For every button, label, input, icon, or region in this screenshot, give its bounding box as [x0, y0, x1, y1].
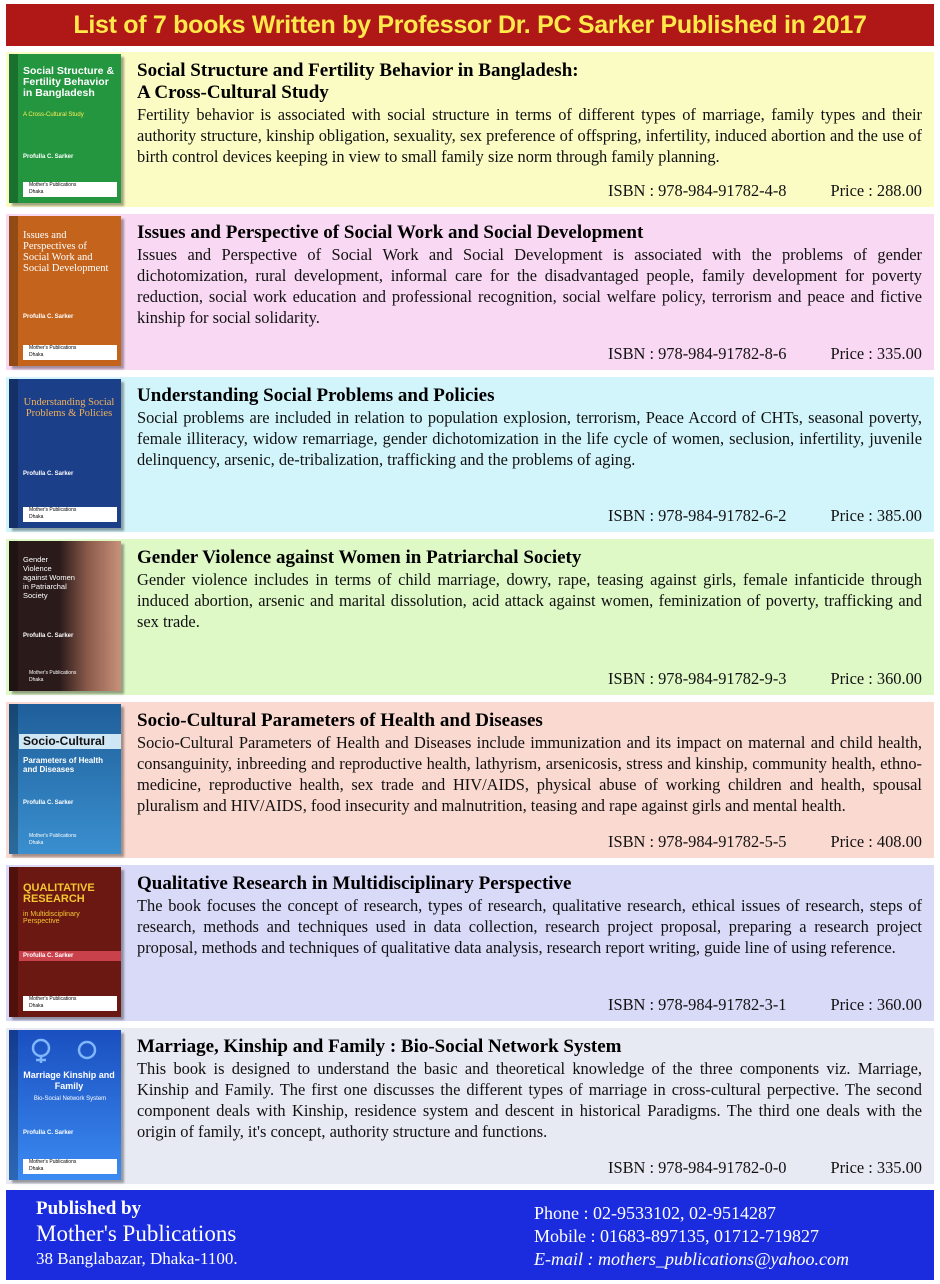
book-cover [9, 379, 121, 528]
cover-title: Social Structure & Fertility Behavior in Bangladesh [23, 65, 115, 99]
book-entry [6, 702, 934, 858]
cover-spine [9, 541, 18, 691]
book-cover [9, 541, 121, 691]
cover-title: Issues and Perspectives of Social Work and Social Development [23, 230, 109, 274]
book-text [137, 1034, 922, 1184]
book-title-line: A Cross-Cultural Study [137, 82, 329, 103]
book-entry [6, 214, 934, 370]
header-title: List of 7 books Written by Professor Dr. PC Sarker Published in 2017 [73, 10, 867, 39]
cover-publisher: Mother's Publications Dhaka [23, 1159, 117, 1174]
book-price: Price : 360.00 [830, 669, 922, 688]
cover-spine [9, 379, 18, 528]
cover-publisher: Mother's Publications Dhaka [23, 345, 117, 360]
book-text [137, 708, 922, 858]
contact-info [534, 1202, 849, 1271]
cover-author: Profulla C. Sarker [23, 800, 74, 806]
cover-author: Profulla C. Sarker [23, 154, 74, 160]
book-cover [9, 704, 121, 854]
book-description: Gender violence includes in terms of child marriage, dowry, rape, teasing against girls, female infanticide through induced abortion, arsenic and marital dissolution, acid attack against women, feminization of poverty, trafficking and sex trade. [137, 570, 922, 631]
phone-numbers: Phone : 02-9533102, 02-9514287 [534, 1203, 776, 1223]
gender-symbols-icon [23, 1036, 113, 1064]
book-meta [608, 1158, 922, 1178]
book-title-line: Marriage, Kinship and Family : Bio-Social Network System [137, 1036, 622, 1057]
email-address: E-mail : mothers_publications@yahoo.com [534, 1249, 850, 1269]
book-entry [6, 539, 934, 695]
cover-subtitle: in Multidisciplinary Perspective [23, 911, 80, 925]
book-title-line: Social Structure and Fertility Behavior in Bangladesh: [137, 60, 579, 81]
book-title [137, 710, 922, 732]
cover-spine [9, 216, 18, 366]
book-text [137, 58, 922, 207]
cover-publisher: Mother's Publications Dhaka [29, 833, 77, 846]
book-isbn: ISBN : 978-984-91782-5-5 [608, 832, 787, 851]
cover-author: Profulla C. Sarker [23, 633, 74, 639]
cover-spine [9, 704, 18, 854]
cover-title: Understanding Social Problems & Policies [23, 397, 115, 419]
book-title [137, 222, 922, 244]
book-meta [608, 344, 922, 364]
book-title-line: Issues and Perspective of Social Work and Social Development [137, 222, 644, 243]
book-isbn: ISBN : 978-984-91782-9-3 [608, 669, 787, 688]
book-description: Social problems are included in relation to population explosion, terrorism, Peace Accord of CHTs, seasonal poverty, female illiteracy, widow remarriage, gender dichotomization in the life cycle of women, seclusion, infertility, juvenile delinquency, arsenic, de-tribalization, trafficking and the problems of aging. [137, 408, 922, 469]
book-price: Price : 288.00 [830, 181, 922, 200]
book-text [137, 220, 922, 370]
book-isbn: ISBN : 978-984-91782-0-0 [608, 1158, 787, 1177]
book-title [137, 385, 922, 407]
book-cover [9, 216, 121, 366]
book-isbn: ISBN : 978-984-91782-4-8 [608, 181, 787, 200]
book-meta [608, 181, 922, 201]
book-title [137, 873, 922, 895]
cover-subtitle: Parameters of Health and Diseases [23, 756, 104, 774]
book-meta [608, 995, 922, 1015]
book-description: Issues and Perspective of Social Work and Social Development is associated with the problems of gender dichotomization, rural development, informal care for the disadvantaged people, family development for poverty reduction, social work education and professional recognition, social welfare policy, terrorism and peace and fictive kinship for social solidarity. [137, 245, 922, 327]
book-title-line: Gender Violence against Women in Patriarchal Society [137, 547, 582, 568]
mobile-numbers: Mobile : 01683-897135, 01712-719827 [534, 1226, 819, 1246]
book-cover [9, 1030, 121, 1180]
cover-title: Gender Violence against Women in Patriarchal Society [23, 555, 75, 600]
cover-author: Profulla C. Sarker [19, 951, 121, 961]
cover-spine [9, 867, 18, 1017]
cover-subtitle: A Cross-Cultural Study [23, 112, 84, 118]
cover-title: Marriage Kinship and Family [23, 1070, 115, 1091]
publisher-name: Mother's Publications [36, 1221, 237, 1246]
published-by-label: Published by [36, 1198, 142, 1219]
book-description: The book focuses the concept of research, types of research, qualitative research, ethical issues of research, steps of research, methods and techniques used in data collection, research project proposal, preparing a research project proposal, methods and techniques of qualitative data analysis, research report writing, guide line of using reference. [137, 896, 922, 957]
book-cover [9, 867, 121, 1017]
book-description: This book is designed to understand the basic and theoretical knowledge of the three components viz. Marriage, Kinship and Family. The first one discusses the different types of marriage in cross-cultural perpective. The second component deals with Kinship, residence system and descent in historical Paradigms. The third one deals with the origin of family, it's concept, authority structure and functions. [137, 1059, 922, 1141]
book-meta [608, 506, 922, 526]
cover-author: Profulla C. Sarker [23, 471, 74, 477]
book-price: Price : 360.00 [830, 995, 922, 1014]
publisher-address: 38 Banglabazar, Dhaka-1100. [36, 1249, 238, 1268]
cover-publisher: Mother's Publications Dhaka [23, 182, 117, 197]
book-text [137, 383, 922, 532]
book-title-line: Understanding Social Problems and Policies [137, 385, 495, 406]
book-isbn: ISBN : 978-984-91782-3-1 [608, 995, 787, 1014]
cover-author: Profulla C. Sarker [23, 1130, 74, 1136]
publisher-footer [6, 1190, 934, 1280]
cover-spine [9, 54, 18, 203]
cover-publisher: Mother's Publications Dhaka [23, 507, 117, 522]
book-cover [9, 54, 121, 203]
book-title [137, 547, 922, 569]
book-text [137, 871, 922, 1021]
book-title [137, 60, 922, 104]
book-entry [6, 865, 934, 1021]
cover-publisher: Mother's Publications Dhaka [23, 996, 117, 1011]
cover-spine [9, 1030, 18, 1180]
book-meta [608, 669, 922, 689]
header-banner [6, 4, 934, 46]
book-entry [6, 52, 934, 207]
cover-publisher: Mother's Publications Dhaka [29, 670, 77, 683]
cover-subtitle: Bio-Social Network System [33, 1096, 107, 1102]
book-title-line: Socio-Cultural Parameters of Health and Diseases [137, 710, 543, 731]
publisher-info [36, 1198, 238, 1270]
book-title-line: Qualitative Research in Multidisciplinary Perspective [137, 873, 572, 894]
book-price: Price : 335.00 [830, 344, 922, 363]
book-entry [6, 1028, 934, 1184]
book-text [137, 545, 922, 695]
book-price: Price : 408.00 [830, 832, 922, 851]
book-price: Price : 385.00 [830, 506, 922, 525]
cover-author: Profulla C. Sarker [23, 314, 74, 320]
book-description: Socio-Cultural Parameters of Health and Diseases include immunization and its impact on maternal and child health, consanguinity, inbreeding and reproductive health, lathyrism, arsenicosis, stress and kinship, community health, ethno-medicine, reproductive health, sex trade and HIV/AIDS, physical abuse of working children and health, spousal pluralism and HIV/AIDS, food insecurity and malnutrition, teasing and rape against girls and mental health. [137, 733, 922, 815]
book-title [137, 1036, 922, 1058]
book-entry [6, 377, 934, 532]
book-meta [608, 832, 922, 852]
cover-title: Socio-Cultural [19, 734, 121, 749]
book-price: Price : 335.00 [830, 1158, 922, 1177]
cover-title: QUALITATIVE RESEARCH [23, 882, 95, 905]
book-description: Fertility behavior is associated with social structure in terms of different types of marriage, family types and their authority structure, kinship obligation, sexuality, sex preference of offspring, infertility, induced abortion and the use of birth control devices keeping in view to small family size norm through family planning. [137, 105, 922, 166]
book-isbn: ISBN : 978-984-91782-6-2 [608, 506, 787, 525]
book-isbn: ISBN : 978-984-91782-8-6 [608, 344, 787, 363]
